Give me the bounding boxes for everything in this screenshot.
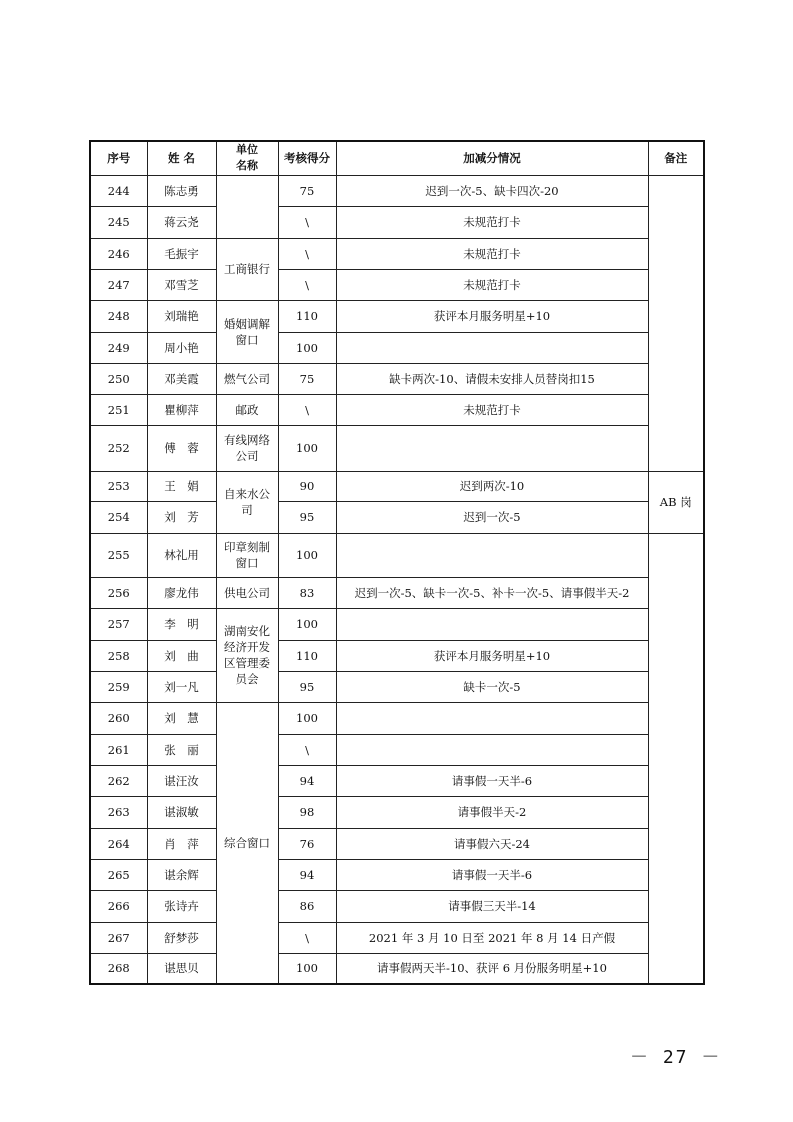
row-name: 张诗卉 <box>147 890 216 922</box>
row-score: 94 <box>278 859 336 890</box>
row-no: 259 <box>90 671 147 702</box>
row-name: 李 明 <box>147 608 216 640</box>
table-row <box>90 859 704 890</box>
row-remark <box>648 533 704 984</box>
table-row <box>90 577 704 608</box>
row-no: 257 <box>90 608 147 640</box>
table-row <box>90 953 704 984</box>
table-row <box>90 608 704 640</box>
row-no: 266 <box>90 890 147 922</box>
row-score: \ <box>278 269 336 300</box>
row-score: 110 <box>278 300 336 332</box>
row-name: 陈志勇 <box>147 175 216 206</box>
row-name: 王 娟 <box>147 471 216 501</box>
row-score: 75 <box>278 175 336 206</box>
row-no: 264 <box>90 828 147 859</box>
row-score: 94 <box>278 765 336 796</box>
row-unit: 自来水公司 <box>216 471 278 533</box>
row-unit: 工商银行 <box>216 238 278 300</box>
row-no: 256 <box>90 577 147 608</box>
table-row <box>90 332 704 363</box>
row-name: 傅 蓉 <box>147 425 216 471</box>
row-no: 248 <box>90 300 147 332</box>
row-name: 毛振宇 <box>147 238 216 269</box>
row-detail: 请事假一天半-6 <box>336 859 648 890</box>
row-name: 周小艳 <box>147 332 216 363</box>
row-no: 251 <box>90 394 147 425</box>
row-score: 86 <box>278 890 336 922</box>
row-detail <box>336 533 648 577</box>
row-score: \ <box>278 206 336 238</box>
header-no: 序号 <box>90 141 147 175</box>
row-detail: 未规范打卡 <box>336 206 648 238</box>
row-score: 90 <box>278 471 336 501</box>
row-score: \ <box>278 922 336 953</box>
row-detail: 请事假一天半-6 <box>336 765 648 796</box>
row-detail: 缺卡一次-5 <box>336 671 648 702</box>
row-no: 250 <box>90 363 147 394</box>
row-no: 255 <box>90 533 147 577</box>
row-detail: 请事假半天-2 <box>336 796 648 828</box>
header-row <box>90 141 704 175</box>
table-row <box>90 734 704 765</box>
row-detail <box>336 734 648 765</box>
header-unit-line2: 名称 <box>236 159 258 173</box>
row-score: 100 <box>278 608 336 640</box>
row-detail: 未规范打卡 <box>336 394 648 425</box>
row-name: 刘 曲 <box>147 640 216 671</box>
table-row <box>90 671 704 702</box>
row-unit: 印章刻制窗口 <box>216 533 278 577</box>
row-no: 246 <box>90 238 147 269</box>
row-detail: 迟到一次-5 <box>336 501 648 533</box>
row-no: 253 <box>90 471 147 501</box>
row-remark: AB 岗 <box>648 471 704 533</box>
row-score: \ <box>278 734 336 765</box>
row-detail: 迟到一次-5、缺卡四次-20 <box>336 175 648 206</box>
row-score: 76 <box>278 828 336 859</box>
row-score: 100 <box>278 702 336 734</box>
table-row <box>90 269 704 300</box>
row-unit <box>216 175 278 238</box>
row-name: 廖龙伟 <box>147 577 216 608</box>
row-no: 263 <box>90 796 147 828</box>
table-row <box>90 206 704 238</box>
table-row <box>90 471 704 501</box>
row-detail: 迟到两次-10 <box>336 471 648 501</box>
row-detail: 获评本月服务明星+10 <box>336 300 648 332</box>
table-row <box>90 363 704 394</box>
row-name: 谌淑敏 <box>147 796 216 828</box>
row-unit: 有线网络公司 <box>216 425 278 471</box>
table-row <box>90 765 704 796</box>
row-score: \ <box>278 238 336 269</box>
row-score: 110 <box>278 640 336 671</box>
row-name: 张 丽 <box>147 734 216 765</box>
page-number: － 27 － <box>630 1047 722 1068</box>
row-no: 258 <box>90 640 147 671</box>
row-name: 林礼用 <box>147 533 216 577</box>
row-score: 100 <box>278 953 336 984</box>
row-name: 刘一凡 <box>147 671 216 702</box>
row-no: 244 <box>90 175 147 206</box>
row-score: 95 <box>278 501 336 533</box>
header-name: 姓 名 <box>147 141 216 175</box>
row-name: 刘 慧 <box>147 702 216 734</box>
table-row <box>90 922 704 953</box>
row-name: 肖 萍 <box>147 828 216 859</box>
row-detail: 请事假六天-24 <box>336 828 648 859</box>
row-name: 刘瑞艳 <box>147 300 216 332</box>
table-row <box>90 425 704 471</box>
row-detail: 未规范打卡 <box>336 238 648 269</box>
table-row <box>90 890 704 922</box>
row-detail: 请事假三天半-14 <box>336 890 648 922</box>
row-name: 蒋云尧 <box>147 206 216 238</box>
row-detail: 缺卡两次-10、请假未安排人员替岗扣15 <box>336 363 648 394</box>
row-score: 75 <box>278 363 336 394</box>
table-row <box>90 238 704 269</box>
row-name: 瞿柳萍 <box>147 394 216 425</box>
row-name: 谌思贝 <box>147 953 216 984</box>
row-detail <box>336 608 648 640</box>
row-no: 252 <box>90 425 147 471</box>
row-no: 261 <box>90 734 147 765</box>
row-no: 267 <box>90 922 147 953</box>
row-score: 95 <box>278 671 336 702</box>
row-score: \ <box>278 394 336 425</box>
row-no: 268 <box>90 953 147 984</box>
row-name: 谌汪汝 <box>147 765 216 796</box>
table-row <box>90 501 704 533</box>
header-score: 考核得分 <box>278 141 336 175</box>
table-row <box>90 394 704 425</box>
row-unit: 供电公司 <box>216 577 278 608</box>
row-name: 刘 芳 <box>147 501 216 533</box>
header-detail: 加减分情况 <box>336 141 648 175</box>
row-name: 邓美霞 <box>147 363 216 394</box>
row-score: 100 <box>278 332 336 363</box>
row-detail: 获评本月服务明星+10 <box>336 640 648 671</box>
row-no: 249 <box>90 332 147 363</box>
assessment-table <box>89 140 705 985</box>
row-detail: 请事假两天半-10、获评 6 月份服务明星+10 <box>336 953 648 984</box>
row-name: 舒梦莎 <box>147 922 216 953</box>
row-remark <box>648 175 704 471</box>
table-row <box>90 796 704 828</box>
row-detail <box>336 332 648 363</box>
row-unit: 婚姻调解窗口 <box>216 300 278 363</box>
header-unit-line1: 单位 <box>236 143 258 157</box>
row-detail: 2021 年 3 月 10 日至 2021 年 8 月 14 日产假 <box>336 922 648 953</box>
row-name: 谌余辉 <box>147 859 216 890</box>
row-no: 265 <box>90 859 147 890</box>
row-name: 邓雪芝 <box>147 269 216 300</box>
row-no: 245 <box>90 206 147 238</box>
row-unit: 综合窗口 <box>216 702 278 984</box>
row-unit: 邮政 <box>216 394 278 425</box>
header-unit <box>216 141 278 175</box>
row-detail: 未规范打卡 <box>336 269 648 300</box>
row-unit: 湖南安化经济开发区管理委员会 <box>216 608 278 702</box>
row-score: 100 <box>278 533 336 577</box>
table-row <box>90 175 704 206</box>
table-row <box>90 828 704 859</box>
table-row <box>90 702 704 734</box>
row-no: 262 <box>90 765 147 796</box>
row-no: 260 <box>90 702 147 734</box>
row-score: 83 <box>278 577 336 608</box>
header-remark: 备注 <box>648 141 704 175</box>
row-no: 254 <box>90 501 147 533</box>
row-detail <box>336 425 648 471</box>
row-score: 100 <box>278 425 336 471</box>
row-unit: 燃气公司 <box>216 363 278 394</box>
table-row <box>90 640 704 671</box>
row-detail: 迟到一次-5、缺卡一次-5、补卡一次-5、请事假半天-2 <box>336 577 648 608</box>
row-no: 247 <box>90 269 147 300</box>
table-row <box>90 300 704 332</box>
table-row <box>90 533 704 577</box>
row-score: 98 <box>278 796 336 828</box>
row-detail <box>336 702 648 734</box>
